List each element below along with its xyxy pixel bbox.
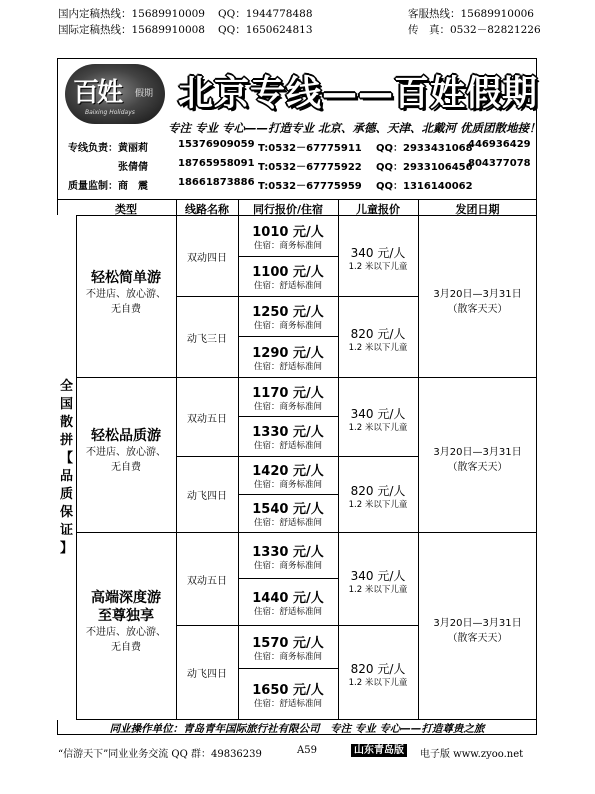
- accommodation: 住宿：商务标准间: [253, 402, 322, 412]
- price-separator-4: [238, 494, 338, 495]
- child-note: 1.2 米以下儿童: [348, 342, 408, 353]
- route-name: 动飞四日: [187, 669, 227, 680]
- contact-role: 专线负责：: [68, 143, 118, 154]
- brand-logo: [65, 64, 165, 124]
- fax-number: 传 真：0532－82821226: [408, 24, 541, 36]
- child-price: 820 元/人: [350, 662, 406, 676]
- header-departure-date: 发团日期: [455, 203, 500, 216]
- route-name: 双动五日: [187, 576, 227, 587]
- child-note: 1.2 米以下儿童: [348, 585, 408, 595]
- peer-price: 1440 元/人: [252, 590, 324, 606]
- package-name: 高端深度游: [91, 590, 161, 606]
- side-title-char: 全: [59, 378, 73, 394]
- col-line-4: [338, 199, 339, 719]
- intl-qq: QQ：1650624813: [218, 24, 313, 36]
- package-note: 不进店、放心游、: [86, 447, 166, 458]
- side-title-char: 【: [59, 450, 73, 466]
- operator-line: 同业操作单位：青岛青年国际旅行社有限公司 专注 专业 专心——打造尊贵之旅: [109, 723, 485, 735]
- contact-tel: T:0532－67775911: [258, 143, 362, 154]
- qq-group-line: “信游天下”同业业务交流 QQ 群：49836239: [58, 749, 262, 760]
- side-title: [57, 215, 76, 720]
- table-top-rule: [57, 199, 537, 200]
- route-separator-3: [176, 625, 418, 626]
- contact-mobile: 18765958091: [178, 158, 255, 169]
- accommodation: 住宿：舒适标准间: [253, 281, 322, 291]
- accommodation: 住宿：商务标准间: [253, 651, 322, 662]
- header-child-price: 儿童报价: [356, 203, 400, 216]
- peer-price: 1250 元/人: [252, 305, 324, 320]
- package-name: 轻松品质游: [91, 428, 161, 444]
- contact-name: 黄丽莉: [118, 143, 148, 154]
- contact-qq2: 804377078: [468, 158, 531, 169]
- route-name: 双动五日: [187, 414, 227, 425]
- child-price: 340 元/人: [350, 246, 406, 260]
- accommodation: 住宿：商务标准间: [253, 560, 322, 571]
- header-route: 线路名称: [185, 203, 229, 216]
- route-separator-2: [176, 456, 418, 457]
- route-name: 动飞四日: [187, 491, 227, 502]
- contact-name: 张倩倩: [118, 162, 148, 173]
- logo-sub-text: Baixing Holidays: [85, 109, 135, 116]
- peer-price: 1290 元/人: [252, 345, 324, 361]
- contact-qq1: QQ：2933431068: [376, 143, 473, 154]
- child-price: 820 元/人: [350, 484, 406, 498]
- peer-price: 1540 元/人: [252, 502, 324, 517]
- contact-mobile: 15376909059: [178, 139, 255, 150]
- col-line-2: [176, 199, 177, 719]
- departure-date: 3月20日—3月31日: [433, 618, 522, 629]
- side-title-char: 散: [59, 414, 73, 430]
- price-separator-3: [238, 416, 338, 417]
- child-note: 1.2 米以下儿童: [348, 500, 408, 510]
- accommodation: 住宿：舒适标准间: [253, 441, 322, 451]
- side-title-char: 保: [59, 504, 73, 520]
- logo-main-text: 百姓: [73, 78, 122, 108]
- table-bottom-rule: [57, 719, 537, 720]
- accommodation: 住宿：商务标准间: [253, 321, 322, 331]
- peer-price: 1010 元/人: [252, 225, 324, 240]
- price-separator-2: [238, 336, 338, 337]
- slogan: 专注 专业 专心——打造专业 北京、承德、天津、北戴河 优质团散地接！: [168, 121, 541, 135]
- contact-role: 质量监制：: [68, 181, 118, 192]
- peer-price: 1420 元/人: [252, 464, 324, 479]
- contact-name: 商 震: [118, 181, 148, 192]
- package-note: 不进店、放心游、: [86, 288, 166, 300]
- child-note: 1.2 米以下儿童: [348, 262, 408, 272]
- accommodation: 住宿：舒适标准间: [253, 698, 322, 709]
- accommodation: 住宿：舒适标准间: [253, 361, 322, 372]
- departure-note: （散客天天）: [447, 462, 508, 473]
- side-title-char: 证: [59, 522, 73, 538]
- contact-qq2: 446936429: [468, 139, 531, 150]
- contact-mobile: 18661873886: [178, 177, 255, 188]
- price-separator-6: [238, 668, 338, 669]
- peer-price: 1330 元/人: [252, 425, 324, 440]
- contact-tel: T:0532－67775922: [258, 162, 362, 173]
- package-note: 无自费: [111, 462, 141, 473]
- side-title-char: 品: [59, 468, 73, 484]
- service-hotline: 客服热线：15689910006: [408, 8, 534, 20]
- contact-qq1: QQ：1316140062: [376, 181, 473, 192]
- package-note: 不进店、放心游、: [86, 627, 166, 638]
- contact-qq1: QQ：2933106456: [376, 162, 473, 173]
- route-name: 双动四日: [187, 253, 227, 264]
- group-separator-2: [76, 532, 537, 533]
- contact-tel: T:0532－67775959: [258, 181, 362, 192]
- package-name: 轻松简单游: [91, 269, 161, 286]
- domestic-hotline: 国内定稿热线：15689910009: [58, 8, 205, 20]
- logo-side-text: 假期: [135, 89, 154, 99]
- page-number: A59: [297, 745, 317, 756]
- peer-price: 1570 元/人: [252, 635, 324, 651]
- child-price: 820 元/人: [350, 326, 406, 341]
- peer-price: 1170 元/人: [252, 386, 324, 401]
- edition-website: 电子版 www.zyoo.net: [420, 749, 524, 760]
- child-price: 340 元/人: [350, 569, 406, 583]
- header-price: 同行报价/住宿: [252, 203, 324, 216]
- peer-price: 1650 元/人: [252, 682, 324, 698]
- package-note: 无自费: [111, 642, 141, 653]
- header-type: 类型: [115, 203, 137, 216]
- paper-edition-badge: 山东青岛版: [351, 744, 407, 757]
- route-name: 动飞三日: [187, 333, 227, 345]
- side-title-char: 国: [59, 396, 73, 412]
- child-note: 1.2 米以下儿童: [348, 678, 408, 688]
- accommodation: 住宿：商务标准间: [253, 480, 322, 490]
- side-title-char: 】: [59, 540, 73, 556]
- departure-date: 3月20日—3月31日: [433, 288, 522, 300]
- departure-date: 3月20日—3月31日: [433, 447, 522, 458]
- group-separator-1: [76, 377, 537, 378]
- side-title-char: 拼: [59, 432, 73, 448]
- package-name: 至尊独享: [98, 608, 154, 624]
- peer-price: 1100 元/人: [252, 265, 324, 280]
- accommodation: 住宿：商务标准间: [253, 241, 322, 251]
- departure-note: （散客天天）: [447, 633, 508, 644]
- price-separator-5: [238, 578, 338, 579]
- side-title-char: 质: [59, 486, 73, 502]
- child-note: 1.2 米以下儿童: [348, 423, 408, 433]
- domestic-qq: QQ：1944778488: [218, 8, 313, 20]
- route-separator-1: [176, 296, 418, 297]
- child-price: 340 元/人: [350, 407, 406, 421]
- price-separator-1: [238, 256, 338, 257]
- intl-hotline: 国际定稿热线：15689910008: [58, 24, 205, 36]
- departure-note: （散客天天）: [447, 303, 508, 315]
- accommodation: 住宿：舒适标准间: [253, 518, 322, 528]
- peer-price: 1330 元/人: [252, 544, 324, 560]
- accommodation: 住宿：舒适标准间: [253, 606, 322, 617]
- page-title: 北京专线——百姓假期: [178, 74, 539, 114]
- package-note: 无自费: [111, 303, 141, 315]
